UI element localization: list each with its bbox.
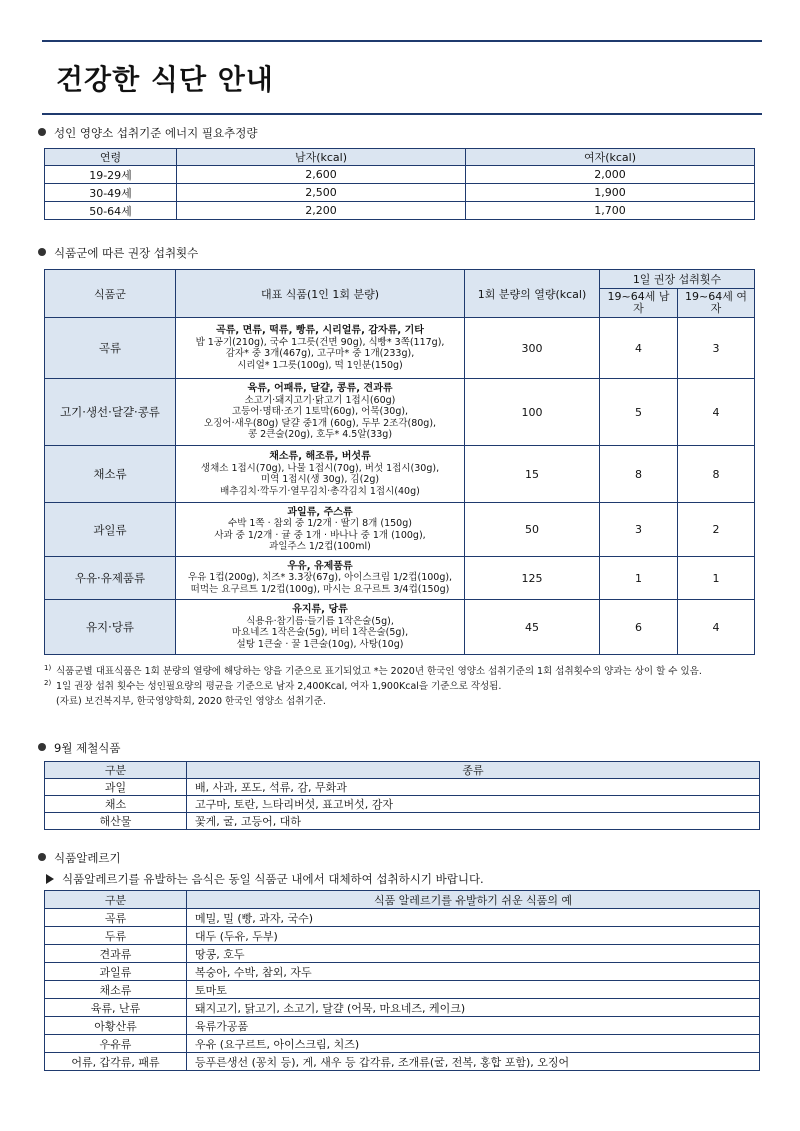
seasonal-heading: 9월 제철식품 — [38, 740, 121, 756]
energy-table — [44, 148, 755, 220]
food-list-cell: 우유, 유제품류 우유 1컵(200g), 치즈* 3.3장(67g), 아이스크림 1/2컵(100g), 떠먹는 요구르트 1/2컵(100g), 마시는 요구르트 3/4컵(150g) — [176, 557, 465, 600]
examples-cell: 토마토 — [187, 981, 760, 999]
age-cell: 50-64세 — [45, 202, 177, 220]
kinds-cell: 배, 사과, 포도, 석류, 감, 무화과 — [187, 779, 760, 796]
footnote: 2) 1일 권장 섭취 횟수는 성인필요량의 평균을 기준으로 남자 2,400Kcal, 여자 1,900Kcal을 기준으로 작성됨. — [44, 679, 502, 692]
male-servings-cell: 1 — [600, 557, 678, 600]
table-row — [45, 1053, 760, 1071]
allergy-note: 식품알레르기를 유발하는 음식은 동일 식품군 내에서 대체하여 섭취하시기 바랍니다. — [46, 871, 484, 887]
table-row — [45, 503, 755, 557]
table-row — [45, 999, 760, 1017]
category-cell: 아황산류 — [45, 1017, 187, 1035]
male-servings-cell: 8 — [600, 446, 678, 503]
kinds-cell: 꽃게, 굴, 고등어, 대하 — [187, 813, 760, 830]
table-row — [45, 981, 760, 999]
col-representative-foods: 대표 식품(1인 1회 분량) — [176, 270, 465, 318]
kcal-cell: 125 — [465, 557, 600, 600]
kinds-cell: 고구마, 토란, 느타리버섯, 표고버섯, 감자 — [187, 796, 760, 813]
kcal-cell: 45 — [465, 600, 600, 655]
male-servings-cell: 5 — [600, 379, 678, 446]
col-male: 남자(kcal) — [177, 149, 466, 166]
food-group-cell: 채소류 — [45, 446, 176, 503]
female-servings-cell: 8 — [678, 446, 755, 503]
table-header-row — [45, 891, 760, 909]
food-list-cell: 유지류, 당류 식용유·참기름·들기름 1작은술(5g), 마요네즈 1작은술(5g), 버터 1작은술(5g), 설탕 1큰술 · 꿀 1큰술(10g), 사탕(10g) — [176, 600, 465, 655]
examples-cell: 돼지고기, 닭고기, 소고기, 달걀 (어묵, 마요네즈, 케이크) — [187, 999, 760, 1017]
male-kcal-cell: 2,200 — [177, 202, 466, 220]
food-group-cell: 고기·생선·달걀·콩류 — [45, 379, 176, 446]
table-row — [45, 600, 755, 655]
energy-heading: 성인 영양소 섭취기준 에너지 필요추정량 — [38, 125, 257, 141]
triangle-bullet-icon — [46, 874, 54, 884]
category-cell: 곡류 — [45, 909, 187, 927]
col-food-group: 식품군 — [45, 270, 176, 318]
category-cell: 채소류 — [45, 981, 187, 999]
page-title: 건강한 식단 안내 — [56, 63, 274, 96]
top-rule — [42, 40, 762, 42]
col-age: 연령 — [45, 149, 177, 166]
male-servings-cell: 4 — [600, 318, 678, 379]
female-kcal-cell: 1,700 — [466, 202, 755, 220]
female-servings-cell: 1 — [678, 557, 755, 600]
kcal-cell: 15 — [465, 446, 600, 503]
table-row — [45, 813, 760, 830]
examples-cell: 육류가공품 — [187, 1017, 760, 1035]
food-group-cell: 우유·유제품류 — [45, 557, 176, 600]
male-servings-cell: 6 — [600, 600, 678, 655]
category-cell: 해산물 — [45, 813, 187, 830]
examples-cell: 메밀, 밀 (빵, 과자, 국수) — [187, 909, 760, 927]
allergy-heading: 식품알레르기 — [38, 850, 121, 866]
col-female: 여자(kcal) — [466, 149, 755, 166]
table-header-row — [45, 762, 760, 779]
category-cell: 우유류 — [45, 1035, 187, 1053]
female-servings-cell: 4 — [678, 600, 755, 655]
table-row — [45, 1035, 760, 1053]
category-cell: 어류, 갑각류, 패류 — [45, 1053, 187, 1071]
table-row — [45, 909, 760, 927]
servings-table — [44, 269, 755, 655]
bullet-icon — [38, 248, 46, 256]
kcal-cell: 300 — [465, 318, 600, 379]
col-allergen-examples: 식품 알레르기를 유발하기 쉬운 식품의 예 — [187, 891, 760, 909]
source-note: (자료) 보건복지부, 한국영양학회, 2020 한국인 영양소 섭취기준. — [56, 696, 326, 707]
category-cell: 과일류 — [45, 963, 187, 981]
food-list-cell: 채소류, 해조류, 버섯류 생채소 1접시(70g), 나물 1접시(70g), 버섯 1접시(30g), 미역 1접시(생 30g), 김(2g) 배추김치·깍두기·열무김치·총각김치 1접시(40g) — [176, 446, 465, 503]
category-cell: 두류 — [45, 927, 187, 945]
age-cell: 30-49세 — [45, 184, 177, 202]
female-kcal-cell: 2,000 — [466, 166, 755, 184]
allergy-table — [44, 890, 760, 1071]
female-servings-cell: 3 — [678, 318, 755, 379]
table-row — [45, 557, 755, 600]
footnote: 1) 식품군별 대표식품은 1회 분량의 열량에 해당하는 양을 기준으로 표기되었고 *는 2020년 한국인 영양소 섭취기준의 1회 섭취횟수의 양과는 상이 할 수 있음. — [44, 664, 702, 677]
table-row — [45, 1017, 760, 1035]
col-kinds: 종류 — [187, 762, 760, 779]
examples-cell: 복숭아, 수박, 참외, 자두 — [187, 963, 760, 981]
footnotes — [44, 664, 764, 709]
food-list-cell: 곡류, 면류, 떡류, 빵류, 시리얼류, 감자류, 기타 밥 1공기(210g), 국수 1그릇(건면 90g), 식빵* 3쪽(117g), 감자* 중 3개(467g), 고구마* 중 1개(233g), 시리얼* 1그릇(100g), 떡 1인분(150g) — [176, 318, 465, 379]
category-cell: 과일 — [45, 779, 187, 796]
table-row — [45, 379, 755, 446]
table-row — [45, 166, 755, 184]
age-cell: 19-29세 — [45, 166, 177, 184]
col-kcal-per-serving: 1회 분량의 열량(kcal) — [465, 270, 600, 318]
table-header-row — [45, 270, 755, 289]
table-header-row — [45, 149, 755, 166]
food-group-cell: 곡류 — [45, 318, 176, 379]
food-list-cell: 과일류, 주스류 수박 1쪽 · 참외 중 1/2개 · 딸기 8개 (150g) 사과 중 1/2개 · 귤 중 1개 · 바나나 중 1개 (100g), 과일주스 1/2컵(100ml) — [176, 503, 465, 557]
bullet-icon — [38, 853, 46, 861]
col-category: 구분 — [45, 891, 187, 909]
food-group-cell: 과일류 — [45, 503, 176, 557]
female-servings-cell: 2 — [678, 503, 755, 557]
table-row — [45, 796, 760, 813]
table-row — [45, 945, 760, 963]
col-category: 구분 — [45, 762, 187, 779]
col-male-servings: 19~64세 남자 — [600, 289, 678, 318]
table-row — [45, 779, 760, 796]
examples-cell: 등푸른생선 (꽁치 등), 게, 새우 등 갑각류, 조개류(굴, 전복, 홍합 포함), 오징어 — [187, 1053, 760, 1071]
bullet-icon — [38, 128, 46, 136]
table-row — [45, 202, 755, 220]
male-servings-cell: 3 — [600, 503, 678, 557]
female-servings-cell: 4 — [678, 379, 755, 446]
female-kcal-cell: 1,900 — [466, 184, 755, 202]
examples-cell: 대두 (두유, 두부) — [187, 927, 760, 945]
title-rule — [42, 113, 762, 115]
examples-cell: 땅콩, 호두 — [187, 945, 760, 963]
male-kcal-cell: 2,500 — [177, 184, 466, 202]
table-row — [45, 318, 755, 379]
category-cell: 육류, 난류 — [45, 999, 187, 1017]
category-cell: 견과류 — [45, 945, 187, 963]
kcal-cell: 100 — [465, 379, 600, 446]
kcal-cell: 50 — [465, 503, 600, 557]
table-row — [45, 184, 755, 202]
category-cell: 채소 — [45, 796, 187, 813]
food-group-cell: 유지·당류 — [45, 600, 176, 655]
food-list-cell: 육류, 어패류, 달걀, 콩류, 견과류 소고기·돼지고기·닭고기 1접시(60g) 고등어·명태·조기 1토막(60g), 어묵(30g), 오징어·새우(80g) 달걀 중1개 (60g), 두부 2조각(80g), 콩 2큰술(20g), 호두* 4.5알(33g) — [176, 379, 465, 446]
bullet-icon — [38, 743, 46, 751]
examples-cell: 우유 (요구르트, 아이스크림, 치즈) — [187, 1035, 760, 1053]
col-daily-servings: 1일 권장 섭취횟수 — [600, 270, 755, 289]
seasonal-table — [44, 761, 760, 830]
table-row — [45, 963, 760, 981]
servings-heading: 식품군에 따른 권장 섭취횟수 — [38, 245, 198, 261]
male-kcal-cell: 2,600 — [177, 166, 466, 184]
col-female-servings: 19~64세 여자 — [678, 289, 755, 318]
table-row — [45, 446, 755, 503]
table-row — [45, 927, 760, 945]
